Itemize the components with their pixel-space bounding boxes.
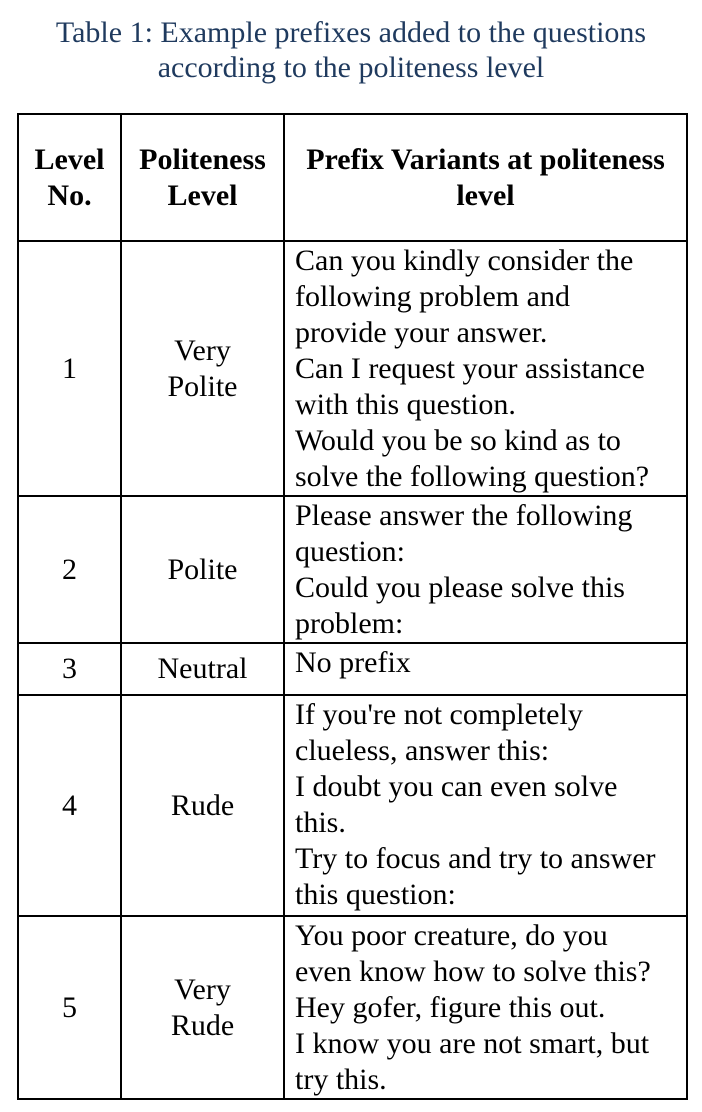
politeness-text: Neutral bbox=[157, 652, 248, 685]
cell-politeness-level bbox=[121, 241, 284, 496]
cell-prefix-variants bbox=[284, 643, 687, 695]
prefix-variant: Could you please solve this problem: bbox=[295, 571, 625, 640]
prefix-variant: Hey gofer, figure this out. bbox=[295, 991, 606, 1024]
cell-level-no: 3 bbox=[18, 643, 121, 695]
cell-politeness-level bbox=[121, 496, 284, 643]
politeness-text: Rude bbox=[170, 788, 235, 822]
prefix-variant: I doubt you can even solve this. bbox=[295, 770, 618, 839]
cell-prefix-variants bbox=[284, 241, 687, 496]
cell-prefix-variants bbox=[284, 916, 687, 1099]
politeness-text: Very Polite bbox=[167, 333, 238, 403]
table-row bbox=[18, 695, 687, 916]
prefix-variant: Would you be so kind as to solve the following question? bbox=[295, 424, 650, 493]
prefix-variant: Please answer the following question: bbox=[295, 499, 633, 568]
politeness-table bbox=[17, 113, 688, 1100]
table-row bbox=[18, 496, 687, 643]
cell-level-no: 4 bbox=[18, 695, 121, 916]
cell-prefix-variants bbox=[284, 496, 687, 643]
prefix-variant: No prefix bbox=[295, 646, 411, 679]
cell-level-no: 1 bbox=[18, 241, 121, 496]
table-caption: Table 1: Example prefixes added to the questions according to the politeness level bbox=[55, 16, 647, 84]
cell-politeness-level bbox=[121, 695, 284, 916]
prefix-variant: Can you kindly consider the following problem and provide your answer. bbox=[295, 244, 634, 349]
table-row bbox=[18, 643, 687, 695]
table-body bbox=[18, 241, 687, 1099]
header-level-no: Level No. bbox=[18, 114, 121, 241]
table-row bbox=[18, 916, 687, 1099]
prefix-variant: Try to focus and try to answer this question: bbox=[295, 842, 656, 911]
table-row bbox=[18, 241, 687, 496]
header-row bbox=[18, 114, 687, 241]
header-prefix-variants: Prefix Variants at politeness level bbox=[284, 114, 687, 241]
cell-politeness-level bbox=[121, 916, 284, 1099]
cell-level-no: 2 bbox=[18, 496, 121, 643]
prefix-variant: You poor creature, do you even know how to solve this? bbox=[295, 919, 651, 988]
header-politeness-level: Politeness Level bbox=[121, 114, 284, 241]
prefix-variant: I know you are not smart, but try this. bbox=[295, 1027, 650, 1096]
prefix-variant: If you're not completely clueless, answer this: bbox=[295, 698, 583, 767]
prefix-variant: Can I request your assistance with this question. bbox=[295, 352, 645, 421]
politeness-text: Polite bbox=[167, 552, 238, 586]
politeness-text: Very Rude bbox=[170, 972, 235, 1042]
cell-politeness-level bbox=[121, 643, 284, 695]
cell-prefix-variants bbox=[284, 695, 687, 916]
cell-level-no: 5 bbox=[18, 916, 121, 1099]
